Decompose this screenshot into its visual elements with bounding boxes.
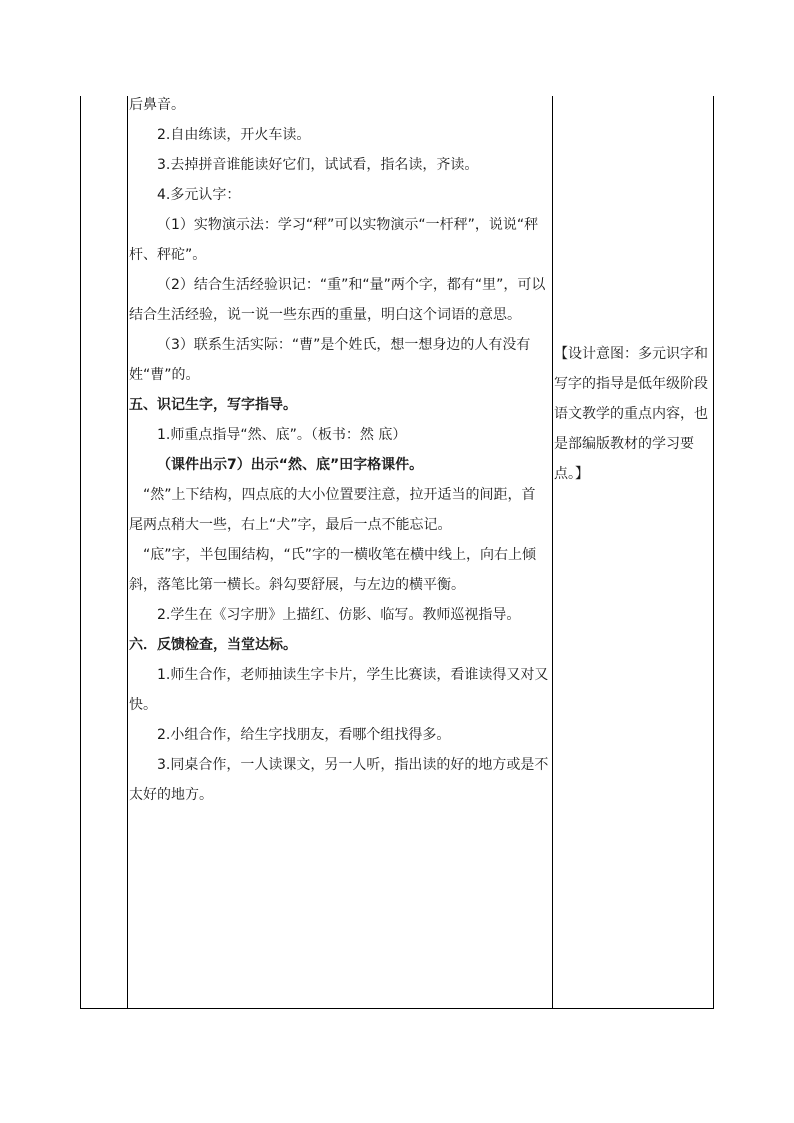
- lesson-line: 2.学生在《习字册》上描红、仿影、临写。教师巡视指导。: [157, 607, 521, 623]
- lesson-line: 1.师生合作，老师抽读生字卡片，学生比赛读，看谁读得又对又快。: [129, 667, 549, 713]
- section-heading: 六．反馈检查，当堂达标。: [129, 637, 297, 653]
- design-intent-text: 【设计意图：多元识字和写字的指导是低年级阶段语文教学的重点内容，也是部编版教材的学习要点。】: [554, 346, 708, 482]
- table-border-bottom: [80, 1008, 714, 1009]
- design-intent-note: [554, 339, 712, 489]
- lesson-line: 4.多元认字：: [157, 187, 241, 203]
- lesson-line: 1.师重点指导“然、底”。（板书：然 底）: [157, 427, 407, 443]
- lesson-line: 2.小组合作，给生字找朋友，看哪个组找得多。: [157, 727, 451, 743]
- lesson-line: （课件出示7）出示“然、底”田字格课件。: [157, 457, 424, 473]
- lesson-line: 后鼻音。: [129, 97, 185, 113]
- table-divider-2: [552, 96, 553, 1009]
- lesson-line: 3.同桌合作，一人读课文，另一人听，指出读的好的地方或是不太好的地方。: [129, 757, 549, 803]
- lesson-line: 3.去掉拼音谁能读好它们，试试看，指名读，齐读。: [157, 157, 479, 173]
- lesson-line: （2）结合生活经验识记：“重”和“量”两个字，都有“里”，可以结合生活经验，说一说一些东西的重量，明白这个词语的意思。: [129, 277, 546, 323]
- table-border-left: [80, 96, 81, 1009]
- lesson-content: [129, 90, 549, 810]
- lesson-line: （3）联系生活实际：“曹”是个姓氏，想一想身边的人有没有姓“曹”的。: [129, 337, 531, 383]
- lesson-line: “然”上下结构，四点底的大小位置要注意，拉开适当的间距，首尾两点稍大一些，右上“犬”字，最后一点不能忘记。: [129, 487, 536, 533]
- lesson-line: （1）实物演示法：学习“秤”可以实物演示“一杆秤”，说说“秤杆、秤砣”。: [129, 217, 539, 263]
- table-divider-1: [127, 96, 128, 1009]
- lesson-line: 2.自由练读，开火车读。: [157, 127, 311, 143]
- section-heading: 五、识记生字，写字指导。: [129, 397, 297, 413]
- table-border-right: [713, 96, 714, 1009]
- lesson-line: “底”字，半包围结构，“氏”字的一横收笔在横中线上，向右上倾斜，落笔比第一横长。斜勾要舒展，与左边的横平衡。: [129, 547, 537, 593]
